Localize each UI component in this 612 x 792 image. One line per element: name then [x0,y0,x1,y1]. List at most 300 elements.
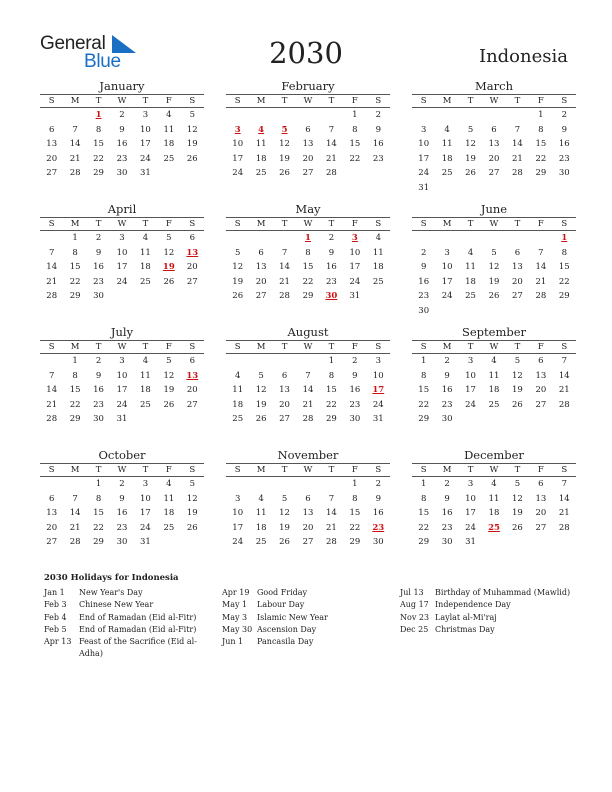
day-cell: 13 [535,493,547,504]
weekday-header: M [63,95,86,108]
empty-day-cell [459,108,482,123]
weekday-header: T [273,218,296,231]
month-may [226,202,390,304]
weekday-header: T [506,464,529,477]
weekday-header: S [40,341,63,354]
empty-day-cell [273,354,296,369]
day-cell: 28 [512,168,523,179]
day-cell: 26 [279,537,290,548]
weekday-header: S [181,218,204,231]
day-cell: 26 [512,522,523,533]
day-cell: 29 [69,291,81,302]
day-cell: 19 [186,508,198,519]
day-cell: 23 [372,153,384,164]
day-cell: 27 [255,291,267,302]
day-cell: 2 [375,479,381,489]
day-cell: 29 [418,537,430,548]
day-cell: 1 [352,110,358,120]
weekday-header: M [249,464,272,477]
day-cell: 24 [418,168,430,179]
day-cell: 4 [166,110,172,120]
day-cell: 24 [232,537,244,548]
day-cell: 26 [163,276,175,287]
day-cell: 8 [421,493,427,504]
day-cell: 29 [326,414,337,425]
day-cell: 16 [93,385,104,396]
day-cell: 2 [95,356,102,366]
day-cell: 25 [140,276,151,287]
weekday-header: W [482,464,505,477]
day-cell: 15 [558,262,570,273]
day-cell: 29 [558,291,570,302]
day-cell: 1 [421,479,427,489]
day-cell: 13 [302,508,314,519]
day-cell: 27 [186,399,198,410]
empty-day-cell [459,231,482,246]
empty-day-cell [320,477,343,492]
weekday-header: T [506,95,529,108]
day-cell: 21 [326,153,337,164]
holiday-name: Birthday of Muhammad (Mawlid) [435,588,571,597]
day-cell: 7 [328,124,335,135]
empty-day-cell [249,477,272,492]
weekday-header: M [63,464,86,477]
day-cell: 5 [258,370,264,381]
day-cell: 20 [302,153,314,164]
weekday-header: M [249,341,272,354]
day-cell: 2 [421,247,427,258]
day-cell: 14 [279,262,290,273]
day-cell: 4 [166,479,172,489]
day-cell: 11 [255,139,267,150]
month-grid [40,463,204,550]
holiday-name: Christmas Day [435,624,495,634]
month-october [40,448,204,550]
day-cell: 4 [258,493,264,504]
weekday-header: F [529,464,552,477]
day-cell: 15 [69,262,81,273]
day-cell: 21 [558,508,570,519]
empty-day-cell [40,231,63,246]
holiday-date: Dec 25 [400,624,429,634]
day-cell: 19 [512,385,523,396]
day-cell: 3 [142,110,149,120]
day-cell: 8 [328,370,335,381]
month-grid [412,217,576,319]
holiday-day-cell: 3 [351,233,358,243]
month-grid [226,217,390,304]
holiday-item [400,587,580,599]
holiday-day-cell: 1 [561,233,568,243]
day-cell: 18 [441,153,453,164]
day-cell: 28 [302,414,314,425]
day-cell: 7 [72,124,78,135]
holiday-date: Apr 19 [222,588,250,597]
day-cell: 7 [561,479,567,489]
day-cell: 12 [186,124,198,135]
holiday-name: Labour Day [257,600,305,610]
day-cell: 25 [163,153,175,164]
month-july [40,325,204,427]
day-cell: 25 [163,522,175,533]
day-cell: 13 [279,385,290,396]
day-cell: 4 [491,356,497,366]
day-cell: 17 [441,276,453,287]
day-cell: 22 [418,399,430,410]
day-cell: 8 [305,247,311,258]
day-cell: 1 [352,479,358,489]
day-cell: 23 [441,399,453,410]
day-cell: 2 [328,233,335,243]
day-cell: 1 [538,110,544,120]
weekday-header: W [296,95,319,108]
holiday-name: Good Friday [257,588,308,597]
day-cell: 11 [163,493,175,504]
month-name: September [461,325,527,339]
weekday-header: F [529,95,552,108]
empty-day-cell [529,231,552,246]
day-cell: 24 [140,522,151,533]
day-cell: 4 [142,356,149,366]
day-cell: 20 [488,153,500,164]
day-cell: 22 [69,276,81,287]
day-cell: 11 [441,139,453,150]
day-cell: 12 [512,370,523,381]
day-cell: 16 [349,385,361,396]
day-cell: 20 [279,399,290,410]
weekday-header: S [181,464,204,477]
day-cell: 2 [561,110,567,120]
day-cell: 16 [326,262,337,273]
holiday-column [44,587,209,661]
day-cell: 20 [186,262,198,273]
month-april [40,202,204,304]
day-cell: 19 [232,276,244,287]
day-cell: 18 [232,399,244,410]
day-cell: 1 [421,356,427,366]
day-cell: 11 [163,124,175,135]
weekday-header: T [459,95,482,108]
empty-day-cell [249,354,272,369]
day-cell: 30 [372,537,384,548]
day-cell: 27 [302,168,314,179]
day-cell: 6 [189,233,195,243]
holiday-item [400,624,580,636]
day-cell: 7 [514,124,521,135]
day-cell: 8 [72,370,78,381]
weekday-header: M [63,218,86,231]
day-cell: 13 [512,262,523,273]
day-cell: 6 [258,247,264,258]
day-cell: 22 [535,153,547,164]
month-june [412,202,576,319]
month-name: June [480,202,508,216]
weekday-header: T [320,95,343,108]
empty-day-cell [296,108,319,123]
weekday-header: S [40,95,63,108]
day-cell: 4 [444,124,450,135]
day-cell: 11 [140,370,151,381]
holiday-item [400,612,580,624]
day-cell: 14 [46,262,58,273]
holiday-day-cell: 4 [258,124,265,135]
month-february [226,79,390,181]
day-cell: 26 [255,414,267,425]
day-cell: 15 [418,508,430,519]
logo-text-blue: Blue [84,51,121,72]
month-september [412,325,576,427]
day-cell: 10 [372,370,384,381]
day-cell: 5 [189,110,195,120]
day-cell: 15 [349,139,361,150]
weekday-header: S [226,341,249,354]
weekday-header: S [367,95,390,108]
day-cell: 2 [444,356,450,366]
holiday-date: Apr 13 [44,637,72,647]
holiday-item [44,636,209,661]
day-cell: 5 [166,233,172,243]
day-cell: 29 [69,414,81,425]
weekday-header: T [87,464,110,477]
holiday-day-cell: 3 [234,124,241,135]
day-cell: 7 [538,247,544,258]
day-cell: 26 [488,291,500,302]
day-cell: 3 [235,493,241,504]
day-cell: 12 [163,247,175,258]
weekday-header: M [435,218,458,231]
empty-day-cell [249,108,272,123]
weekday-header: F [157,464,180,477]
day-cell: 6 [49,493,55,504]
empty-day-cell [63,477,86,492]
day-cell: 17 [116,262,128,273]
day-cell: 23 [93,399,104,410]
day-cell: 20 [535,508,547,519]
day-cell: 11 [465,262,476,273]
day-cell: 16 [558,139,570,150]
day-cell: 8 [421,370,427,381]
day-cell: 6 [538,479,544,489]
day-cell: 13 [46,139,58,150]
day-cell: 19 [465,153,476,164]
logo-text-general: General [40,33,106,54]
weekday-header: W [296,218,319,231]
holiday-item [44,612,209,624]
day-cell: 12 [488,262,500,273]
day-cell: 15 [69,385,81,396]
day-cell: 21 [46,399,58,410]
day-cell: 3 [119,233,125,243]
day-cell: 20 [512,276,523,287]
day-cell: 15 [349,508,361,519]
holiday-name: Laylat al-Mi'raj [435,612,497,622]
day-cell: 3 [467,356,474,366]
day-cell: 18 [163,508,175,519]
day-cell: 14 [512,139,523,150]
day-cell: 30 [441,414,453,425]
holiday-name: Pancasila Day [257,637,314,647]
weekday-header: S [181,341,204,354]
day-cell: 18 [255,153,267,164]
day-cell: 22 [93,153,104,164]
weekday-header: M [249,95,272,108]
day-cell: 21 [46,276,58,287]
day-cell: 27 [186,276,198,287]
day-cell: 12 [186,493,198,504]
day-cell: 11 [255,508,267,519]
day-cell: 25 [372,276,384,287]
day-cell: 8 [538,124,544,135]
day-cell: 21 [535,276,547,287]
day-cell: 8 [72,247,78,258]
day-cell: 8 [352,493,358,504]
weekday-header: F [343,341,366,354]
day-cell: 17 [140,508,151,519]
day-cell: 14 [69,139,81,150]
day-cell: 24 [441,291,453,302]
day-cell: 21 [558,385,570,396]
holiday-date: Jun 1 [222,637,244,647]
month-name: April [107,202,137,216]
month-name: August [287,325,329,339]
weekday-header: M [63,341,86,354]
day-cell: 8 [95,493,102,504]
weekday-header: W [110,95,133,108]
weekday-header: T [459,218,482,231]
day-cell: 20 [186,385,198,396]
day-cell: 11 [140,247,151,258]
day-cell: 21 [69,153,81,164]
day-cell: 4 [491,479,497,489]
weekday-header: M [435,95,458,108]
day-cell: 29 [93,168,104,179]
month-december [412,448,576,550]
day-cell: 2 [119,479,125,489]
day-cell: 16 [372,508,384,519]
day-cell: 13 [302,139,314,150]
holiday-date: Feb 4 [44,612,67,622]
day-cell: 21 [326,522,337,533]
weekday-header: T [134,464,157,477]
day-cell: 12 [279,508,290,519]
weekday-header: S [553,95,576,108]
year-title: 2030 [269,36,343,70]
day-cell: 26 [163,399,175,410]
day-cell: 31 [372,414,384,425]
day-cell: 28 [46,414,58,425]
day-cell: 17 [418,153,430,164]
day-cell: 5 [514,479,521,489]
day-cell: 17 [232,522,244,533]
day-cell: 20 [535,385,547,396]
day-cell: 28 [69,537,81,548]
day-cell: 17 [116,385,128,396]
day-cell: 17 [140,139,151,150]
weekday-header: M [249,218,272,231]
day-cell: 18 [255,522,267,533]
weekday-header: T [273,464,296,477]
day-cell: 30 [93,291,104,302]
day-cell: 28 [558,399,570,410]
holiday-date: Jan 1 [44,588,65,597]
day-cell: 24 [140,153,151,164]
day-cell: 31 [140,168,151,179]
day-cell: 30 [349,414,361,425]
day-cell: 9 [95,370,102,381]
day-cell: 27 [512,291,523,302]
day-cell: 4 [467,247,474,258]
day-cell: 30 [418,305,430,316]
day-cell: 10 [418,139,430,150]
day-cell: 18 [488,508,500,519]
month-grid [226,340,390,427]
day-cell: 30 [441,537,453,548]
empty-day-cell [226,354,249,369]
day-cell: 3 [119,356,125,366]
day-cell: 12 [512,493,523,504]
empty-day-cell [412,231,435,246]
day-cell: 19 [279,153,290,164]
empty-day-cell [226,108,249,123]
day-cell: 6 [305,124,311,135]
day-cell: 9 [95,247,102,258]
day-cell: 22 [349,153,361,164]
day-cell: 23 [326,276,337,287]
day-cell: 9 [444,493,450,504]
day-cell: 24 [116,276,128,287]
day-cell: 18 [140,385,151,396]
holiday-day-cell: 25 [488,522,500,533]
weekday-header: T [134,218,157,231]
holiday-column [400,587,580,636]
weekday-header: S [40,464,63,477]
day-cell: 6 [538,356,544,366]
day-cell: 13 [255,262,267,273]
holiday-day-cell: 13 [186,370,199,381]
day-cell: 16 [441,508,453,519]
day-cell: 11 [372,247,384,258]
holiday-date: May 1 [222,600,248,610]
empty-day-cell [482,231,505,246]
day-cell: 29 [349,537,361,548]
holiday-name: End of Ramadan (Eid al-Fitr) [79,624,197,634]
weekday-header: W [110,464,133,477]
day-cell: 25 [441,168,453,179]
month-name: March [475,79,513,93]
weekday-header: T [506,218,529,231]
empty-day-cell [296,477,319,492]
empty-day-cell [273,477,296,492]
day-cell: 23 [441,522,453,533]
holiday-day-cell: 17 [372,385,385,396]
day-cell: 14 [535,262,547,273]
day-cell: 3 [444,247,450,258]
day-cell: 5 [189,479,195,489]
weekday-header: F [343,218,366,231]
holiday-day-cell: 1 [95,110,102,120]
country-title: Indonesia [478,46,568,67]
day-cell: 10 [140,493,151,504]
empty-day-cell [320,108,343,123]
day-cell: 27 [535,522,547,533]
day-cell: 8 [561,247,567,258]
weekday-header: W [110,341,133,354]
weekday-header: W [482,218,505,231]
holiday-name: End of Ramadan (Eid al-Fitr) [79,612,197,622]
weekday-header: W [296,464,319,477]
day-cell: 2 [444,479,450,489]
day-cell: 13 [488,139,500,150]
